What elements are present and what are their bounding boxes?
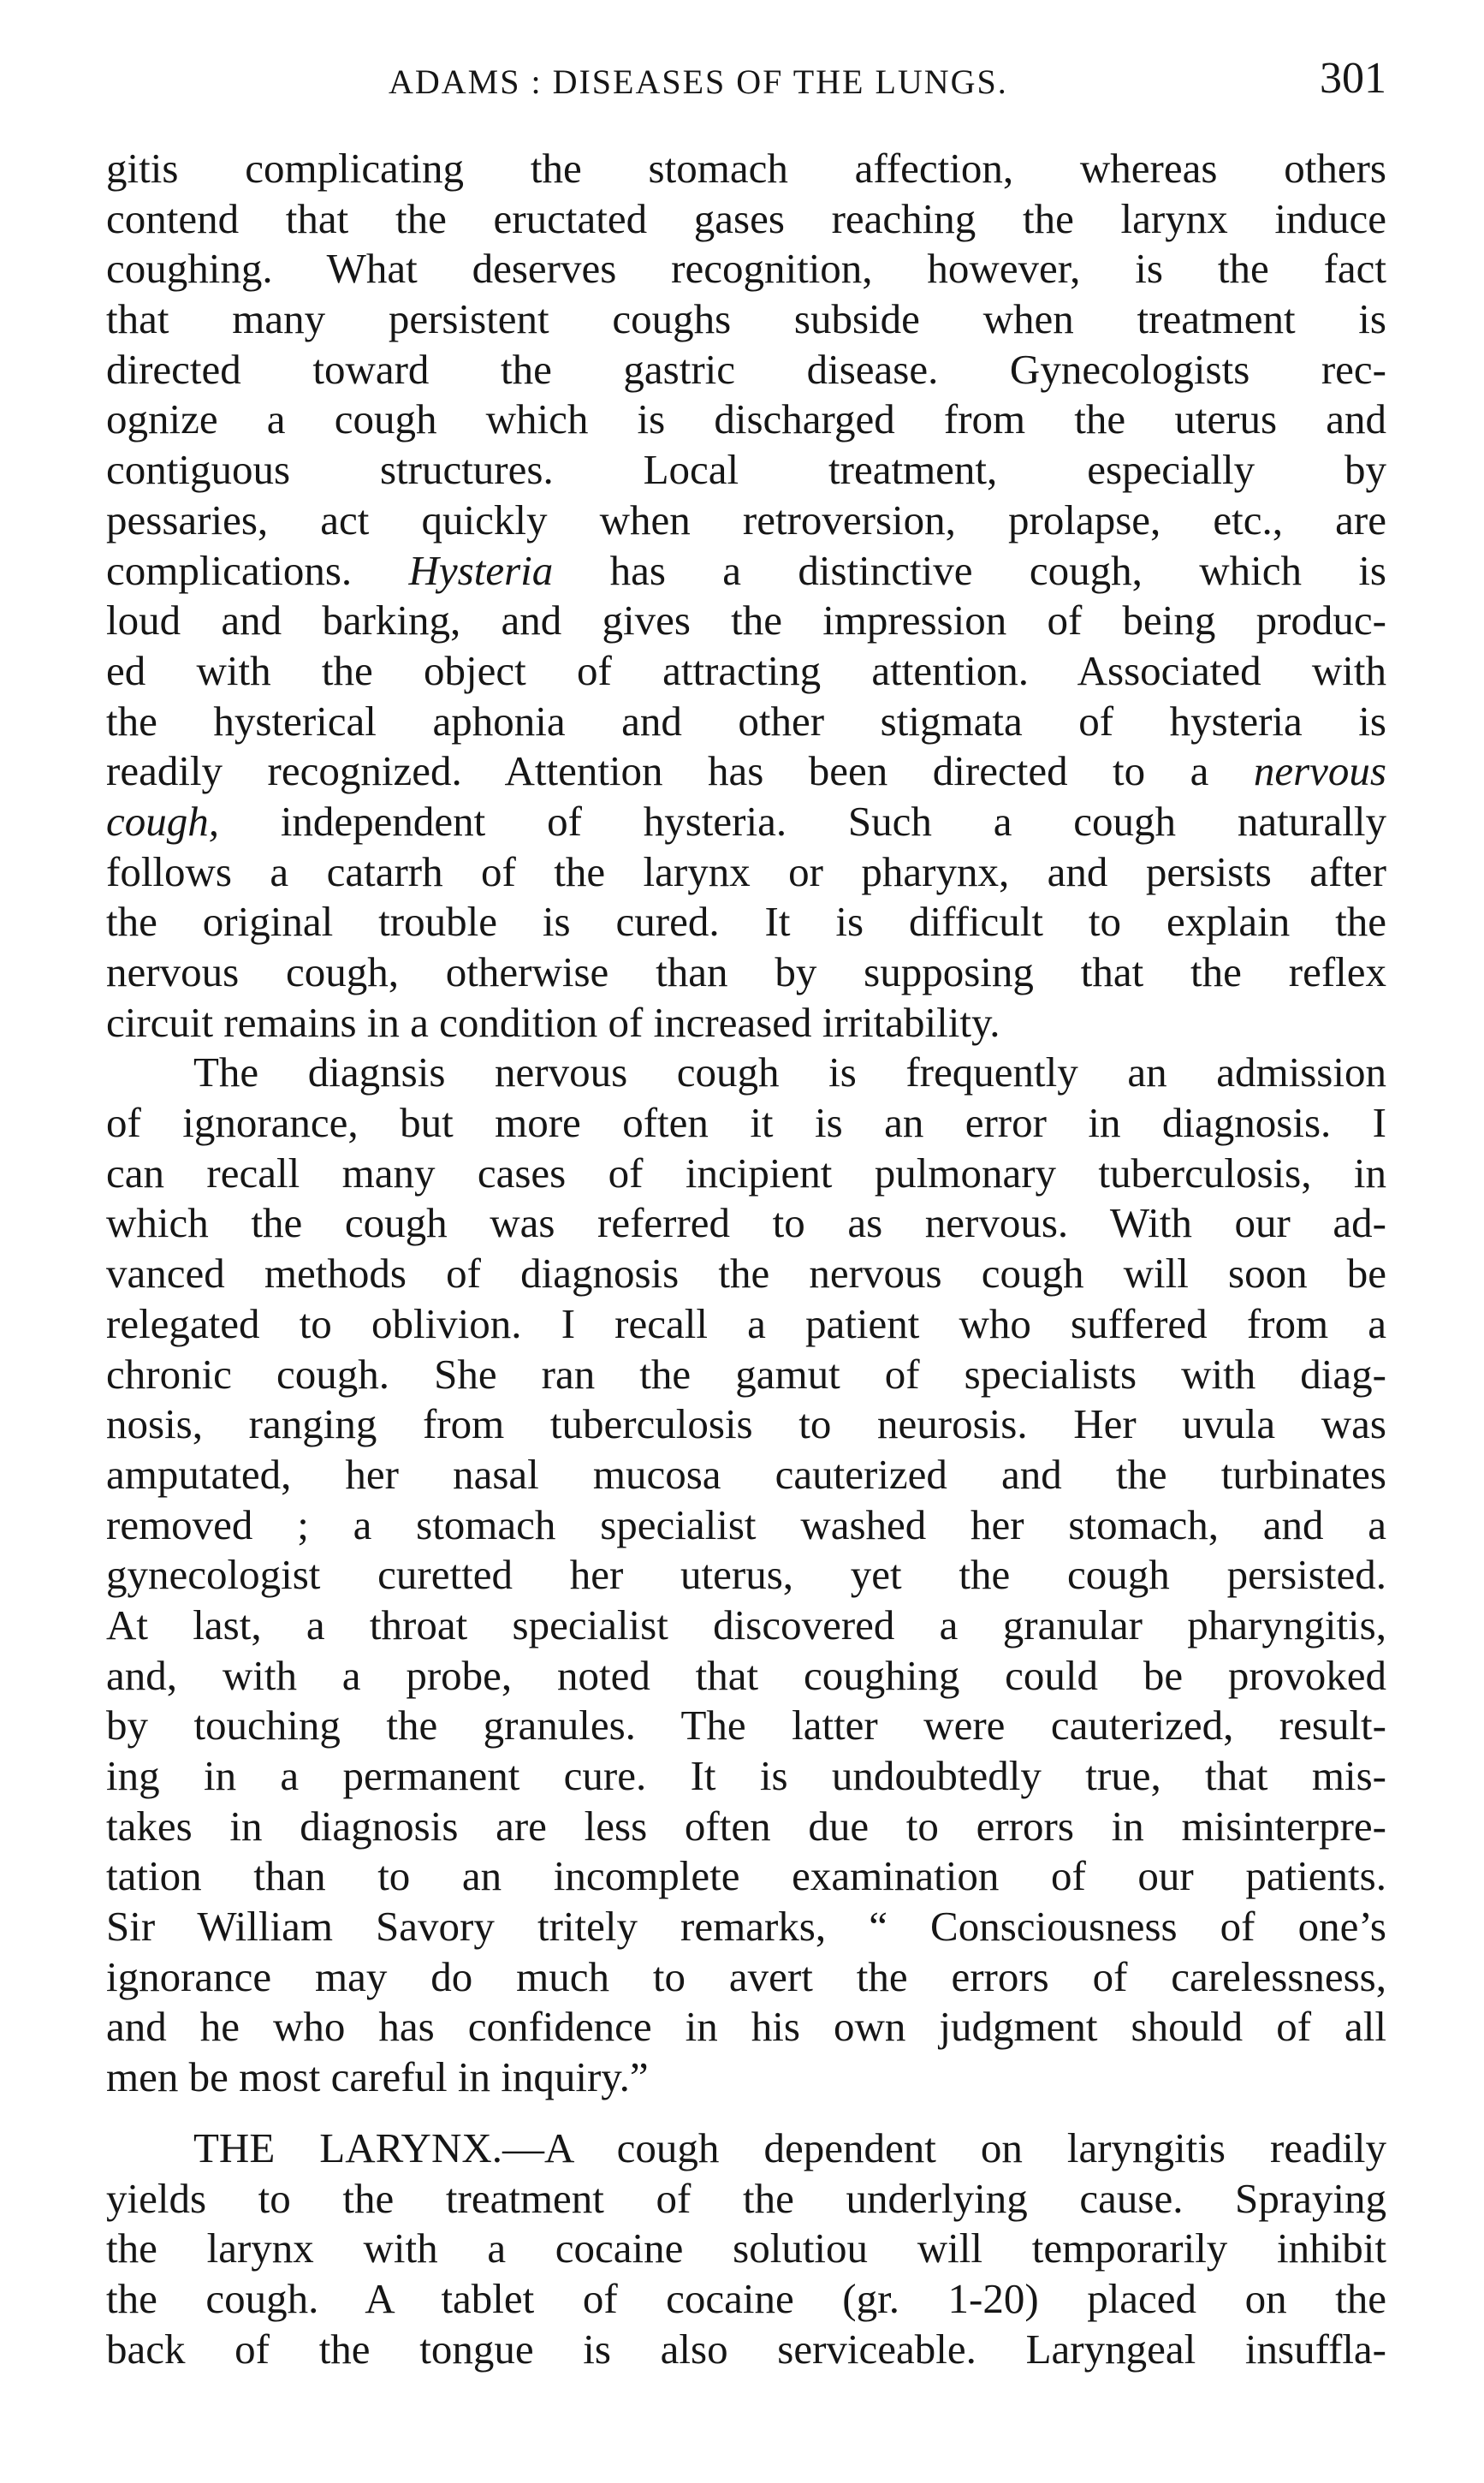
text-line: ignorance may do much to avert the errors of carelessness, [106, 1952, 1386, 2000]
text-line: back of the tongue is also serviceable. Laryngeal insuffla- [106, 2325, 1386, 2373]
text-line: contiguous structures. Local treatment, especially by [106, 446, 1386, 494]
text-line: and he who has confidence in his own judgment should of all [106, 2003, 1386, 2051]
text-line: ognize a cough which is discharged from the uterus and [106, 395, 1386, 443]
emphasized-term: cough, [106, 797, 219, 845]
text-line: gitis complicating the stomach affection, whereas others [106, 145, 1386, 192]
text-line: nosis, ranging from tuberculosis to neurosis. Her uvula was [106, 1400, 1386, 1448]
page-number: 301 [1320, 54, 1386, 103]
section-heading: THE LARYNX. [193, 2124, 502, 2171]
text-line: amputated, her nasal mucosa cauterized and the turbinates [106, 1450, 1386, 1498]
paragraph-spacer [106, 2103, 1386, 2124]
text-line: gynecologist curetted her uterus, yet the cough persisted. [106, 1551, 1386, 1599]
body-text [106, 144, 1386, 2374]
text-line: contend that the eructated gases reaching the larynx induce [106, 194, 1386, 242]
text-line: circuit remains in a condition of increased irritability. [106, 998, 1000, 1046]
text-line: cough, independent of hysteria. Such a cough naturally [106, 797, 1386, 845]
text-line: relegated to oblivion. I recall a patient who suffered from a [106, 1299, 1386, 1347]
emphasized-term: nervous [1253, 747, 1386, 795]
text-line: tation than to an incomplete examination of our patients. [106, 1852, 1386, 1900]
text-line: follows a catarrh of the larynx or pharynx, and persists after [106, 847, 1386, 895]
text-line: of ignorance, but more often it is an error in diagnosis. I [106, 1099, 1386, 1147]
text-line: pessaries, act quickly when retroversion, prolapse, etc., are [106, 496, 1386, 544]
text-line: Sir William Savory tritely remarks, “ Consciousness of one’s [106, 1903, 1386, 1951]
text-line: which the cough was referred to as nervous. With our ad- [106, 1199, 1386, 1247]
text-line: the hysterical aphonia and other stigmata of hysteria is [106, 697, 1386, 745]
text-line: The diagnsis nervous cough is frequently an admission [193, 1048, 1386, 1096]
text-line: nervous cough, otherwise than by supposing that the reflex [106, 948, 1386, 995]
text-line: the cough. A tablet of cocaine (gr. 1-20) placed on the [106, 2274, 1386, 2322]
text-line: the original trouble is cured. It is difficult to explain the [106, 898, 1386, 946]
paragraph-functional-coughs [106, 144, 1386, 1048]
text-line: removed ; a stomach specialist washed her stomach, and a [106, 1500, 1386, 1548]
paragraph-the-larynx [106, 2124, 1386, 2374]
text-line: yields to the treatment of the underlying cause. Spraying [106, 2174, 1386, 2222]
running-title: ADAMS : DISEASES OF THE LUNGS. [389, 62, 1008, 101]
text-line: ed with the object of attracting attention. Associated with [106, 646, 1386, 694]
paragraph-nervous-cough-diagnosis [106, 1048, 1386, 2102]
text-line: loud and barking, and gives the impression of being produc- [106, 597, 1386, 645]
text-line: can recall many cases of incipient pulmonary tuberculosis, in [106, 1149, 1386, 1197]
text-line: chronic cough. She ran the gamut of specialists with diag- [106, 1350, 1386, 1398]
text-line: vanced methods of diagnosis the nervous cough will soon be [106, 1250, 1386, 1298]
text-line: that many persistent coughs subside when treatment is [106, 295, 1386, 343]
text-line: directed toward the gastric disease. Gynecologists rec- [106, 345, 1386, 393]
running-head [106, 53, 1386, 113]
text-line: readily recognized. Attention has been directed to a nervous [106, 747, 1386, 795]
text-line: and, with a probe, noted that coughing could be provoked [106, 1651, 1386, 1699]
text-line: complications. Hysteria has a distinctive cough, which is [106, 546, 1386, 594]
text-line: ing in a permanent cure. It is undoubtedly true, that mis- [106, 1752, 1386, 1799]
text-line: the larynx with a cocaine solutiou will temporarily inhibit [106, 2225, 1386, 2272]
text-line: coughing. What deserves recognition, however, is the fact [106, 245, 1386, 293]
text-line: men be most careful in inquiry.” [106, 2053, 649, 2101]
emphasized-term: Hysteria [408, 546, 554, 594]
text-line: takes in diagnosis are less often due to errors in misinterpre- [106, 1802, 1386, 1850]
text-line: THE LARYNX.—A cough dependent on laryngitis readily [193, 2124, 1386, 2171]
text-line: At last, a throat specialist discovered a granular pharyngitis, [106, 1601, 1386, 1648]
text-line: by touching the granules. The latter were cauterized, result- [106, 1702, 1386, 1749]
